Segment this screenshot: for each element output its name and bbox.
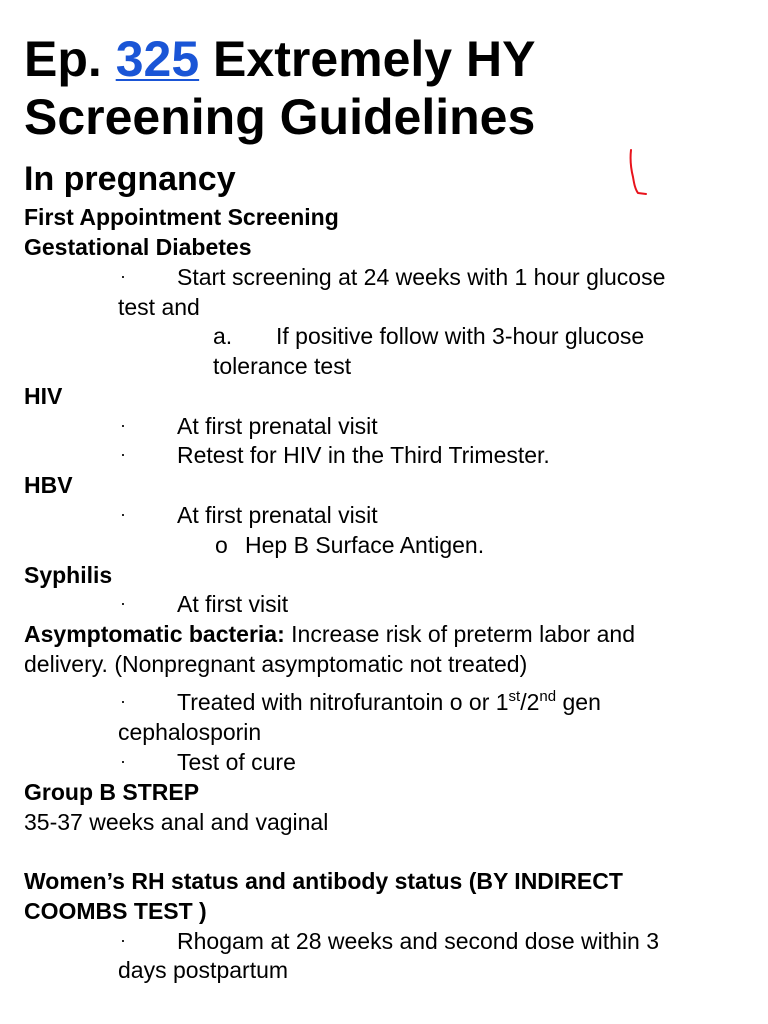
syphilis-bullet: At first visit xyxy=(177,591,289,617)
gd-bullet-line2: test and xyxy=(118,294,200,320)
rh-bullet-line1: Rhogam at 28 weeks and second dose within 3 xyxy=(177,928,660,954)
bullet-marker: · xyxy=(120,691,126,711)
superscript-nd: nd xyxy=(539,688,557,705)
title-prefix: Ep. xyxy=(24,31,102,87)
asymptomatic-text-line1: Increase risk of preterm labor and xyxy=(291,621,636,647)
asymptomatic-bullet1-part1: Treated with nitrofurantoin o or 1 xyxy=(177,689,509,715)
syphilis-heading: Syphilis xyxy=(24,562,113,588)
rh-status-heading-line2: COOMBS TEST ) xyxy=(24,898,207,924)
title-line2: Screening Guidelines xyxy=(24,89,536,145)
section-heading: In pregnancy xyxy=(24,160,236,198)
bullet-marker: · xyxy=(120,930,126,950)
rh-status-heading-line1: Women’s RH status and antibody status (BY INDIRECT xyxy=(24,868,623,894)
hbv-bullet: At first prenatal visit xyxy=(177,502,378,528)
gd-sub-line1: If positive follow with 3-hour glucose xyxy=(276,323,645,349)
red-pen-mark-icon xyxy=(620,145,660,205)
gestational-diabetes-heading: Gestational Diabetes xyxy=(24,234,252,260)
bullet-marker: · xyxy=(120,593,126,613)
asymptomatic-text-line2: delivery. (Nonpregnant asymptomatic not treated) xyxy=(24,651,528,677)
bullet-marker: · xyxy=(120,415,126,435)
rh-bullet-line2: days postpartum xyxy=(118,957,289,983)
title-line1-rest: Extremely HY xyxy=(213,31,536,87)
asymptomatic-line1 xyxy=(24,619,635,649)
bullet-marker: · xyxy=(120,444,126,464)
bullet-marker: · xyxy=(120,266,126,286)
hbv-heading: HBV xyxy=(24,472,73,498)
bullet-marker: · xyxy=(120,751,126,771)
bullet-marker: · xyxy=(120,504,126,524)
group-b-strep-text: 35-37 weeks anal and vaginal xyxy=(24,809,329,835)
asymptomatic-bullet1-part2: /2 xyxy=(520,689,540,715)
hbv-sub-item: Hep B Surface Antigen. xyxy=(245,532,485,558)
asymptomatic-bullet1-part3: gen xyxy=(562,689,601,715)
asymptomatic-bullet1 xyxy=(177,687,601,717)
hbv-sub-marker: o xyxy=(215,532,228,558)
first-appointment-heading: First Appointment Screening xyxy=(24,204,339,230)
asymptomatic-bullet1-line2: cephalosporin xyxy=(118,719,262,745)
asymptomatic-heading: Asymptomatic bacteria: xyxy=(24,621,285,647)
superscript-st: st xyxy=(508,688,521,705)
asymptomatic-bullet2: Test of cure xyxy=(177,749,296,775)
episode-link[interactable]: 325 xyxy=(115,31,200,87)
hiv-bullet-1: At first prenatal visit xyxy=(177,413,378,439)
gd-bullet-line1: Start screening at 24 weeks with 1 hour glucose xyxy=(177,264,666,290)
gd-sub-marker: a. xyxy=(213,323,233,349)
group-b-strep-heading: Group B STREP xyxy=(24,779,200,805)
page-title xyxy=(24,30,744,146)
gd-sub-line2: tolerance test xyxy=(213,353,352,379)
hiv-bullet-2: Retest for HIV in the Third Trimester. xyxy=(177,442,550,468)
hiv-heading: HIV xyxy=(24,383,63,409)
